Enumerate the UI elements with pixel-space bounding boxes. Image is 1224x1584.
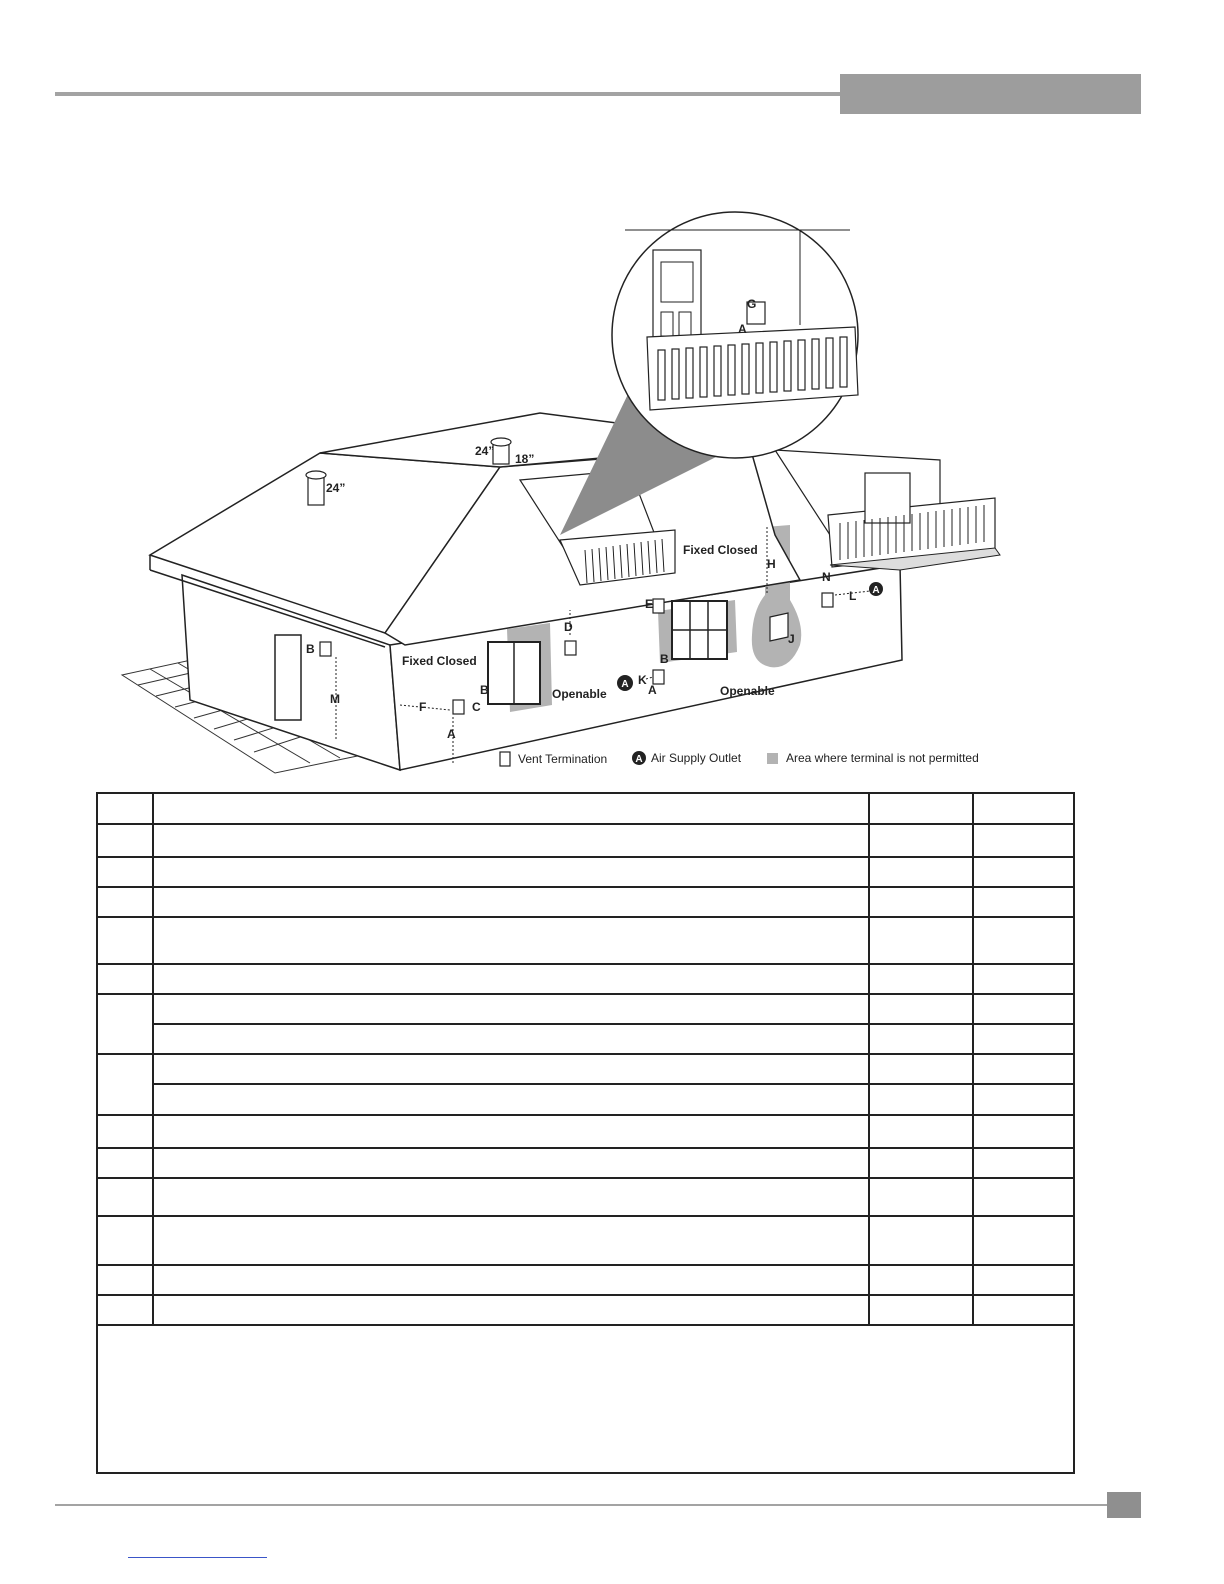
table-row — [97, 1265, 1074, 1295]
table-row — [97, 793, 1074, 824]
vent-e — [653, 599, 664, 613]
svg-text:Fixed Closed: Fixed Closed — [683, 543, 758, 557]
clearance-table — [96, 792, 1075, 1474]
legend-area-swatch — [767, 753, 778, 764]
vent-n — [822, 593, 833, 607]
svg-text:Vent Termination: Vent Termination — [518, 752, 608, 766]
svg-text:N: N — [822, 570, 831, 584]
footer-page-tab — [1107, 1492, 1141, 1518]
svg-text:18”: 18” — [515, 452, 535, 466]
vent-clearance-diagram — [110, 205, 1030, 785]
header-rule — [55, 92, 841, 96]
svg-text:B: B — [480, 683, 489, 697]
legend — [500, 751, 979, 766]
table-row — [97, 1024, 1074, 1054]
table-row — [97, 857, 1074, 887]
svg-text:A: A — [447, 727, 456, 741]
vent-a-right — [653, 670, 664, 684]
svg-text:Air Supply Outlet: Air Supply Outlet — [651, 751, 742, 765]
table-row — [97, 1115, 1074, 1148]
table-row — [97, 994, 1074, 1024]
svg-text:G: G — [747, 297, 757, 311]
side-door — [275, 635, 301, 720]
vent-d — [565, 641, 576, 655]
table-row — [97, 824, 1074, 857]
table-row — [97, 1148, 1074, 1178]
legend-vent-icon — [500, 752, 510, 766]
roof-vent-left — [306, 471, 326, 505]
svg-text:24”: 24” — [326, 481, 346, 495]
svg-text:E: E — [645, 597, 654, 611]
svg-text:F: F — [419, 700, 427, 714]
svg-text:C: C — [472, 700, 481, 714]
svg-text:D: D — [564, 620, 573, 634]
svg-text:Fixed Closed: Fixed Closed — [402, 654, 477, 668]
svg-text:A: A — [621, 679, 629, 690]
table-row — [97, 1084, 1074, 1115]
svg-text:K: K — [638, 673, 647, 687]
svg-text:M: M — [330, 692, 340, 706]
svg-text:A: A — [738, 322, 747, 336]
svg-text:H: H — [767, 557, 776, 571]
table-row — [97, 1295, 1074, 1325]
footer-link-underline[interactable] — [128, 1557, 267, 1558]
footer-rule — [55, 1504, 1108, 1506]
vent-c — [453, 700, 464, 714]
table-row — [97, 964, 1074, 994]
table-row — [97, 887, 1074, 917]
wall-box — [770, 613, 788, 641]
svg-text:Openable: Openable — [552, 687, 607, 701]
svg-text:B: B — [306, 642, 315, 656]
svg-text:24”: 24” — [475, 444, 495, 458]
svg-text:A: A — [872, 585, 880, 596]
table-row — [97, 1216, 1074, 1265]
svg-text:L: L — [849, 589, 857, 603]
svg-text:A: A — [635, 754, 643, 765]
table-row — [97, 917, 1074, 964]
header-section-tab — [840, 74, 1141, 114]
svg-text:A: A — [648, 683, 657, 697]
table-row — [97, 1054, 1074, 1084]
vent-b-door — [320, 642, 331, 656]
zoom-detail — [612, 212, 858, 458]
table-row — [97, 1178, 1074, 1216]
svg-text:Area where terminal is not per: Area where terminal is not permitted — [786, 751, 979, 765]
balcony-door — [865, 473, 910, 523]
svg-text:B: B — [660, 652, 669, 666]
svg-text:Openable: Openable — [720, 684, 775, 698]
table-notes-row — [97, 1325, 1074, 1473]
svg-text:J: J — [788, 632, 795, 646]
